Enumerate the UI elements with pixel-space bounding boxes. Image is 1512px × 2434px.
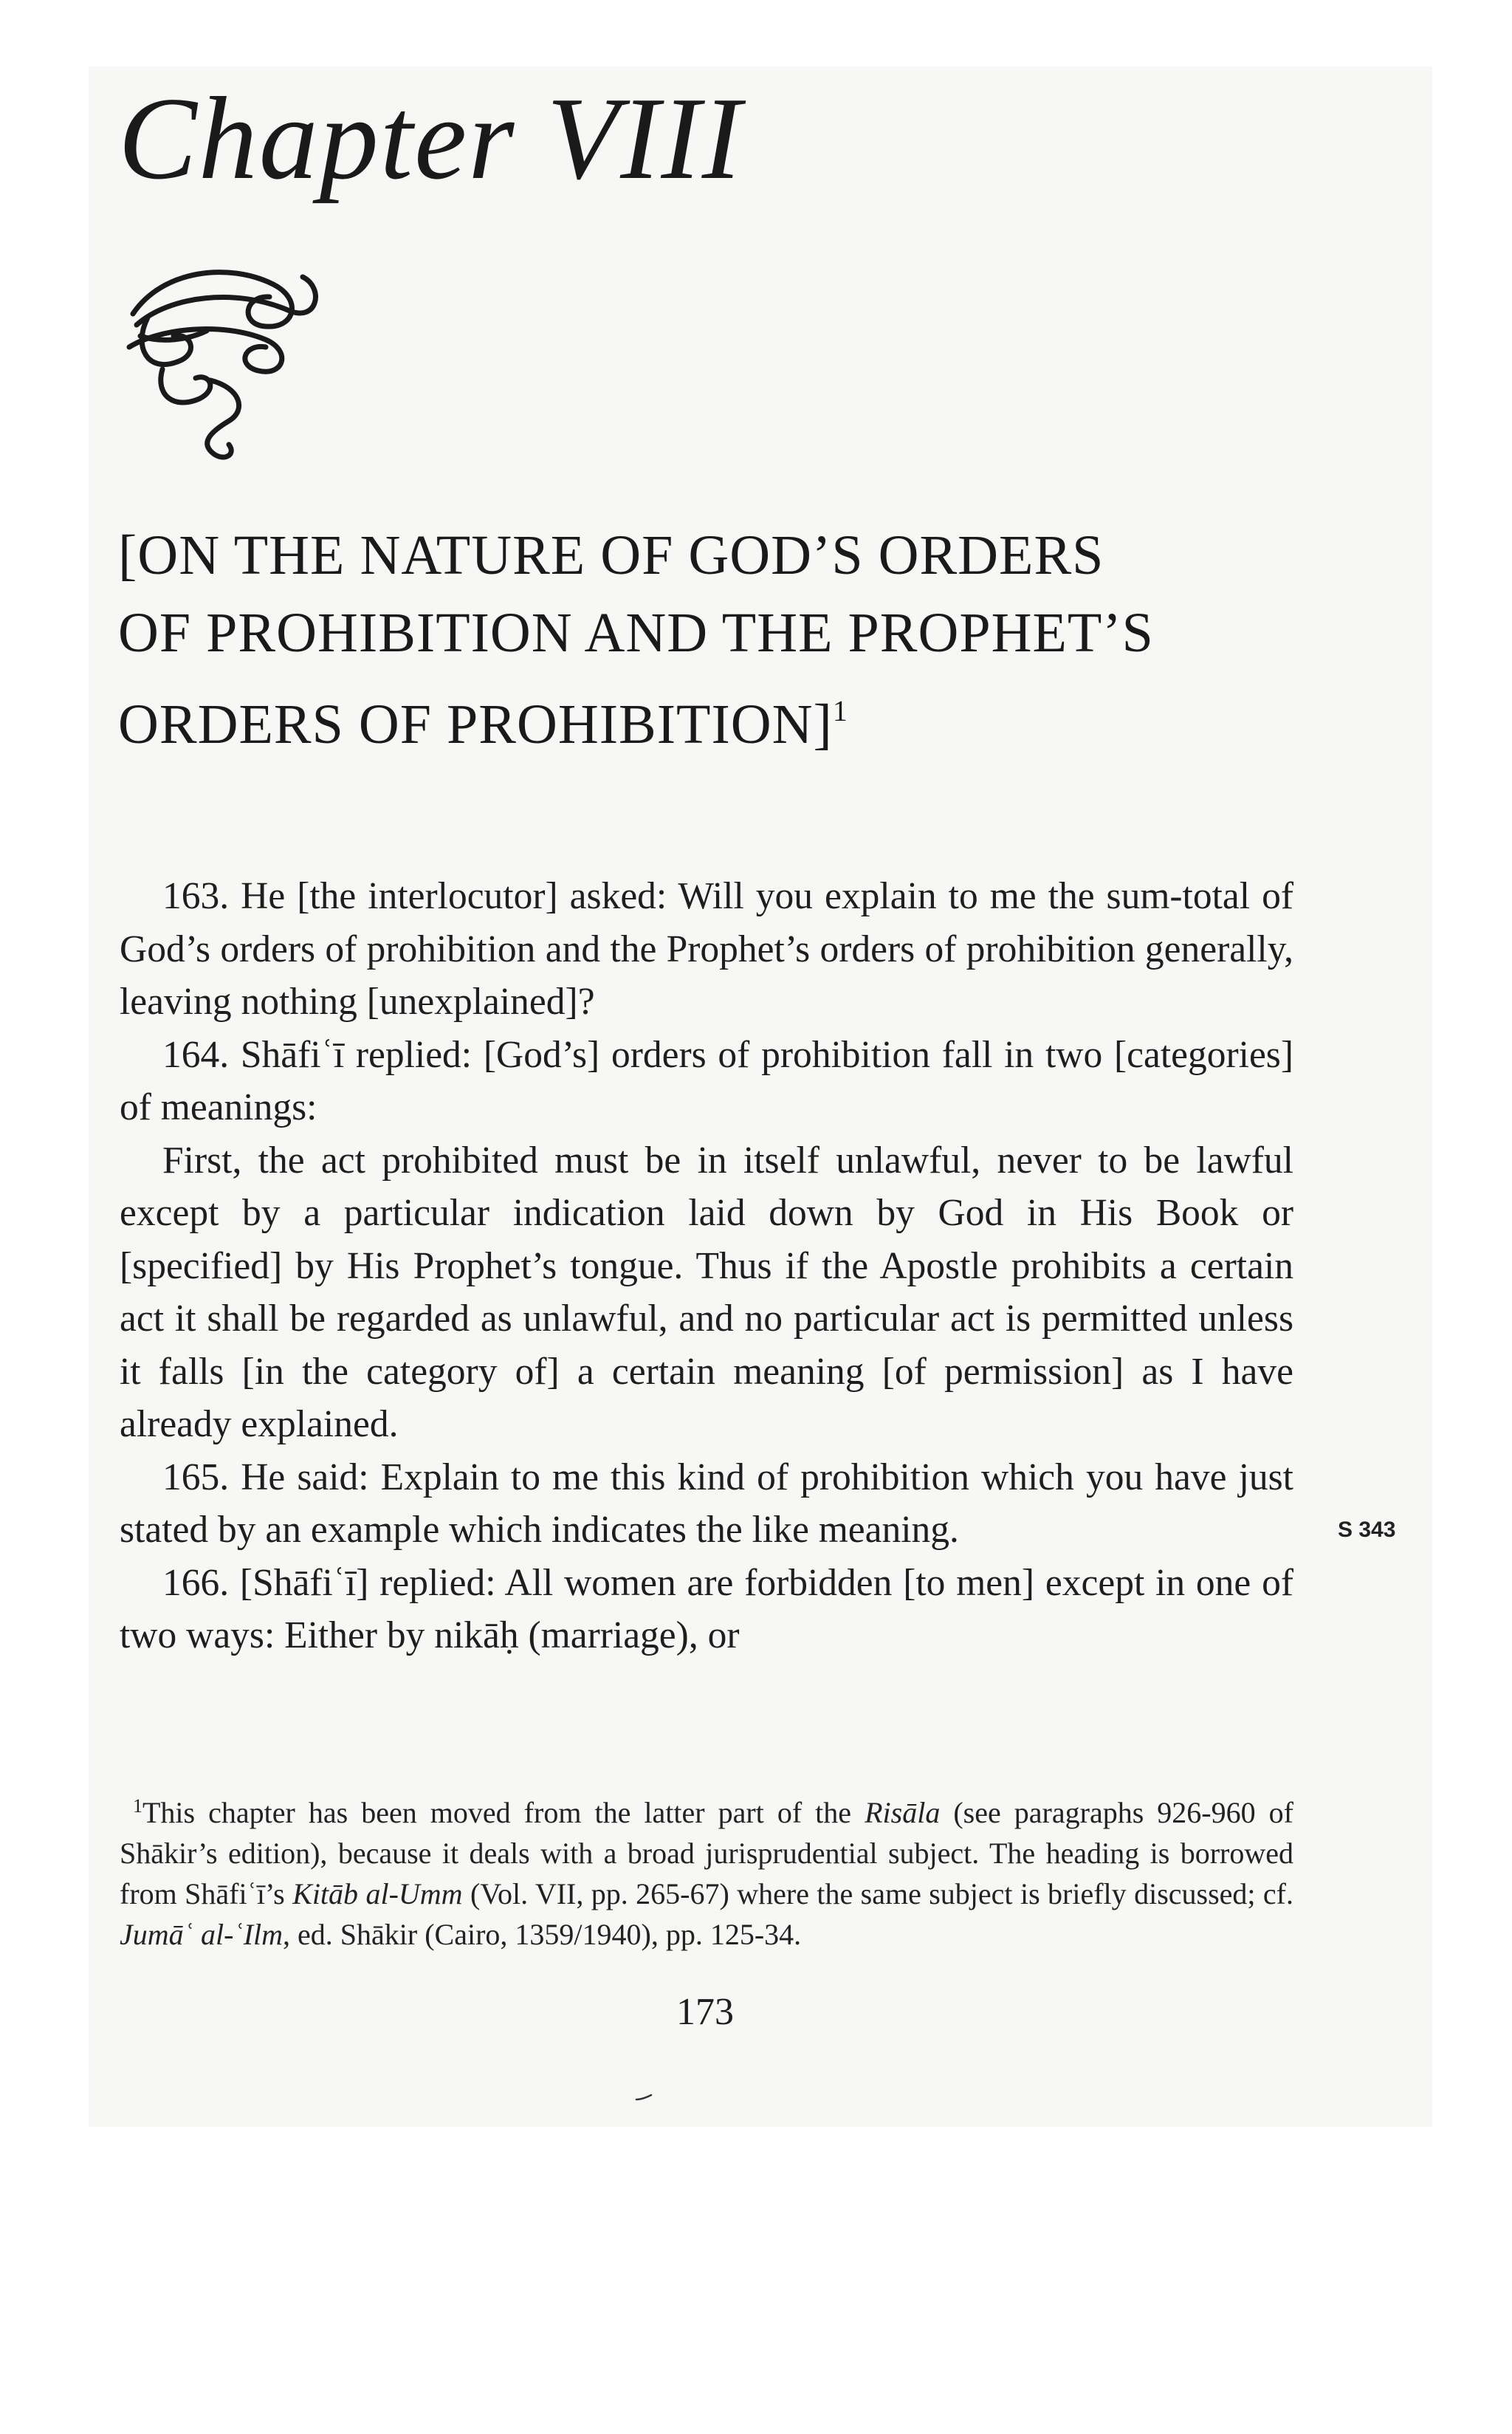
footnote-title: Kitāb al-Umm [292,1877,463,1910]
scan-mark-icon [635,2094,653,2101]
heading-line-2: OF PROHIBITION AND THE PROPHET’S [118,602,1154,664]
body-text [120,870,1293,1662]
heading-footnote-ref: 1 [832,694,848,727]
page-number: 173 [676,1991,734,2033]
heading-line-1: [ON THE NATURE OF GOD’S ORDERS [118,524,1104,586]
footnote-title: Jumāʿ al-ʿIlm [120,1918,284,1951]
paragraph-165: 165. He said: Explain to me this kind of prohibition which you have just stated by an example which indicates the like meaning. [120,1456,1293,1551]
heading-line-3: ORDERS OF PROHIBITION] [118,693,833,755]
paragraph-166: 166. [Shāfiʿī] replied: All women are forbidden [to men] except in one of two ways: Either by nikāḥ (marriage), or [120,1561,1293,1656]
footnote-text: This chapter has been moved from the latter part of the [142,1796,865,1829]
footnote-text: (see paragraphs 926-960 of Shākir’s edition), because it deals with a broad jurisprudential subject. The heading is borrowed from Shāfiʿī’s [120,1796,1293,1910]
paragraph-163: 163. He [the interlocutor] asked: Will you explain to me the sum-total of God’s orders of prohibition and the Prophet’s orders of prohibition generally, leaving nothing [unexplained]? [120,875,1293,1023]
footnote [120,1786,1293,1955]
footnote-title: Risāla [865,1796,941,1829]
paragraph-164-first: First, the act prohibited must be in itself unlawful, never to be lawful except by a particular indication laid down by God in His Book or [specified] by His Prophet’s tongue. Thus if the Apostle prohibits a certain act it shall be regarded as unlawful, and no particular act is permitted unless it falls [in the category of] a certain meaning [of permission] as I have already explained. [120,1139,1293,1445]
margin-note: S 343 [1338,1518,1396,1542]
paragraph-164: 164. Shāfiʿī replied: [God’s] orders of prohibition fall in two [categories] of meanings: [120,1033,1293,1128]
footnote-marker: 1 [133,1795,142,1817]
section-heading [118,517,1336,764]
footnote-text: , ed. Shākir (Cairo, 1359/1940), pp. 125-34. [283,1918,802,1951]
flourish-ornament-icon [118,244,340,465]
footnote-text: (Vol. VII, pp. 265-67) where the same subject is briefly discussed; cf. [462,1877,1294,1910]
chapter-title: Chapter VIII [118,72,743,204]
